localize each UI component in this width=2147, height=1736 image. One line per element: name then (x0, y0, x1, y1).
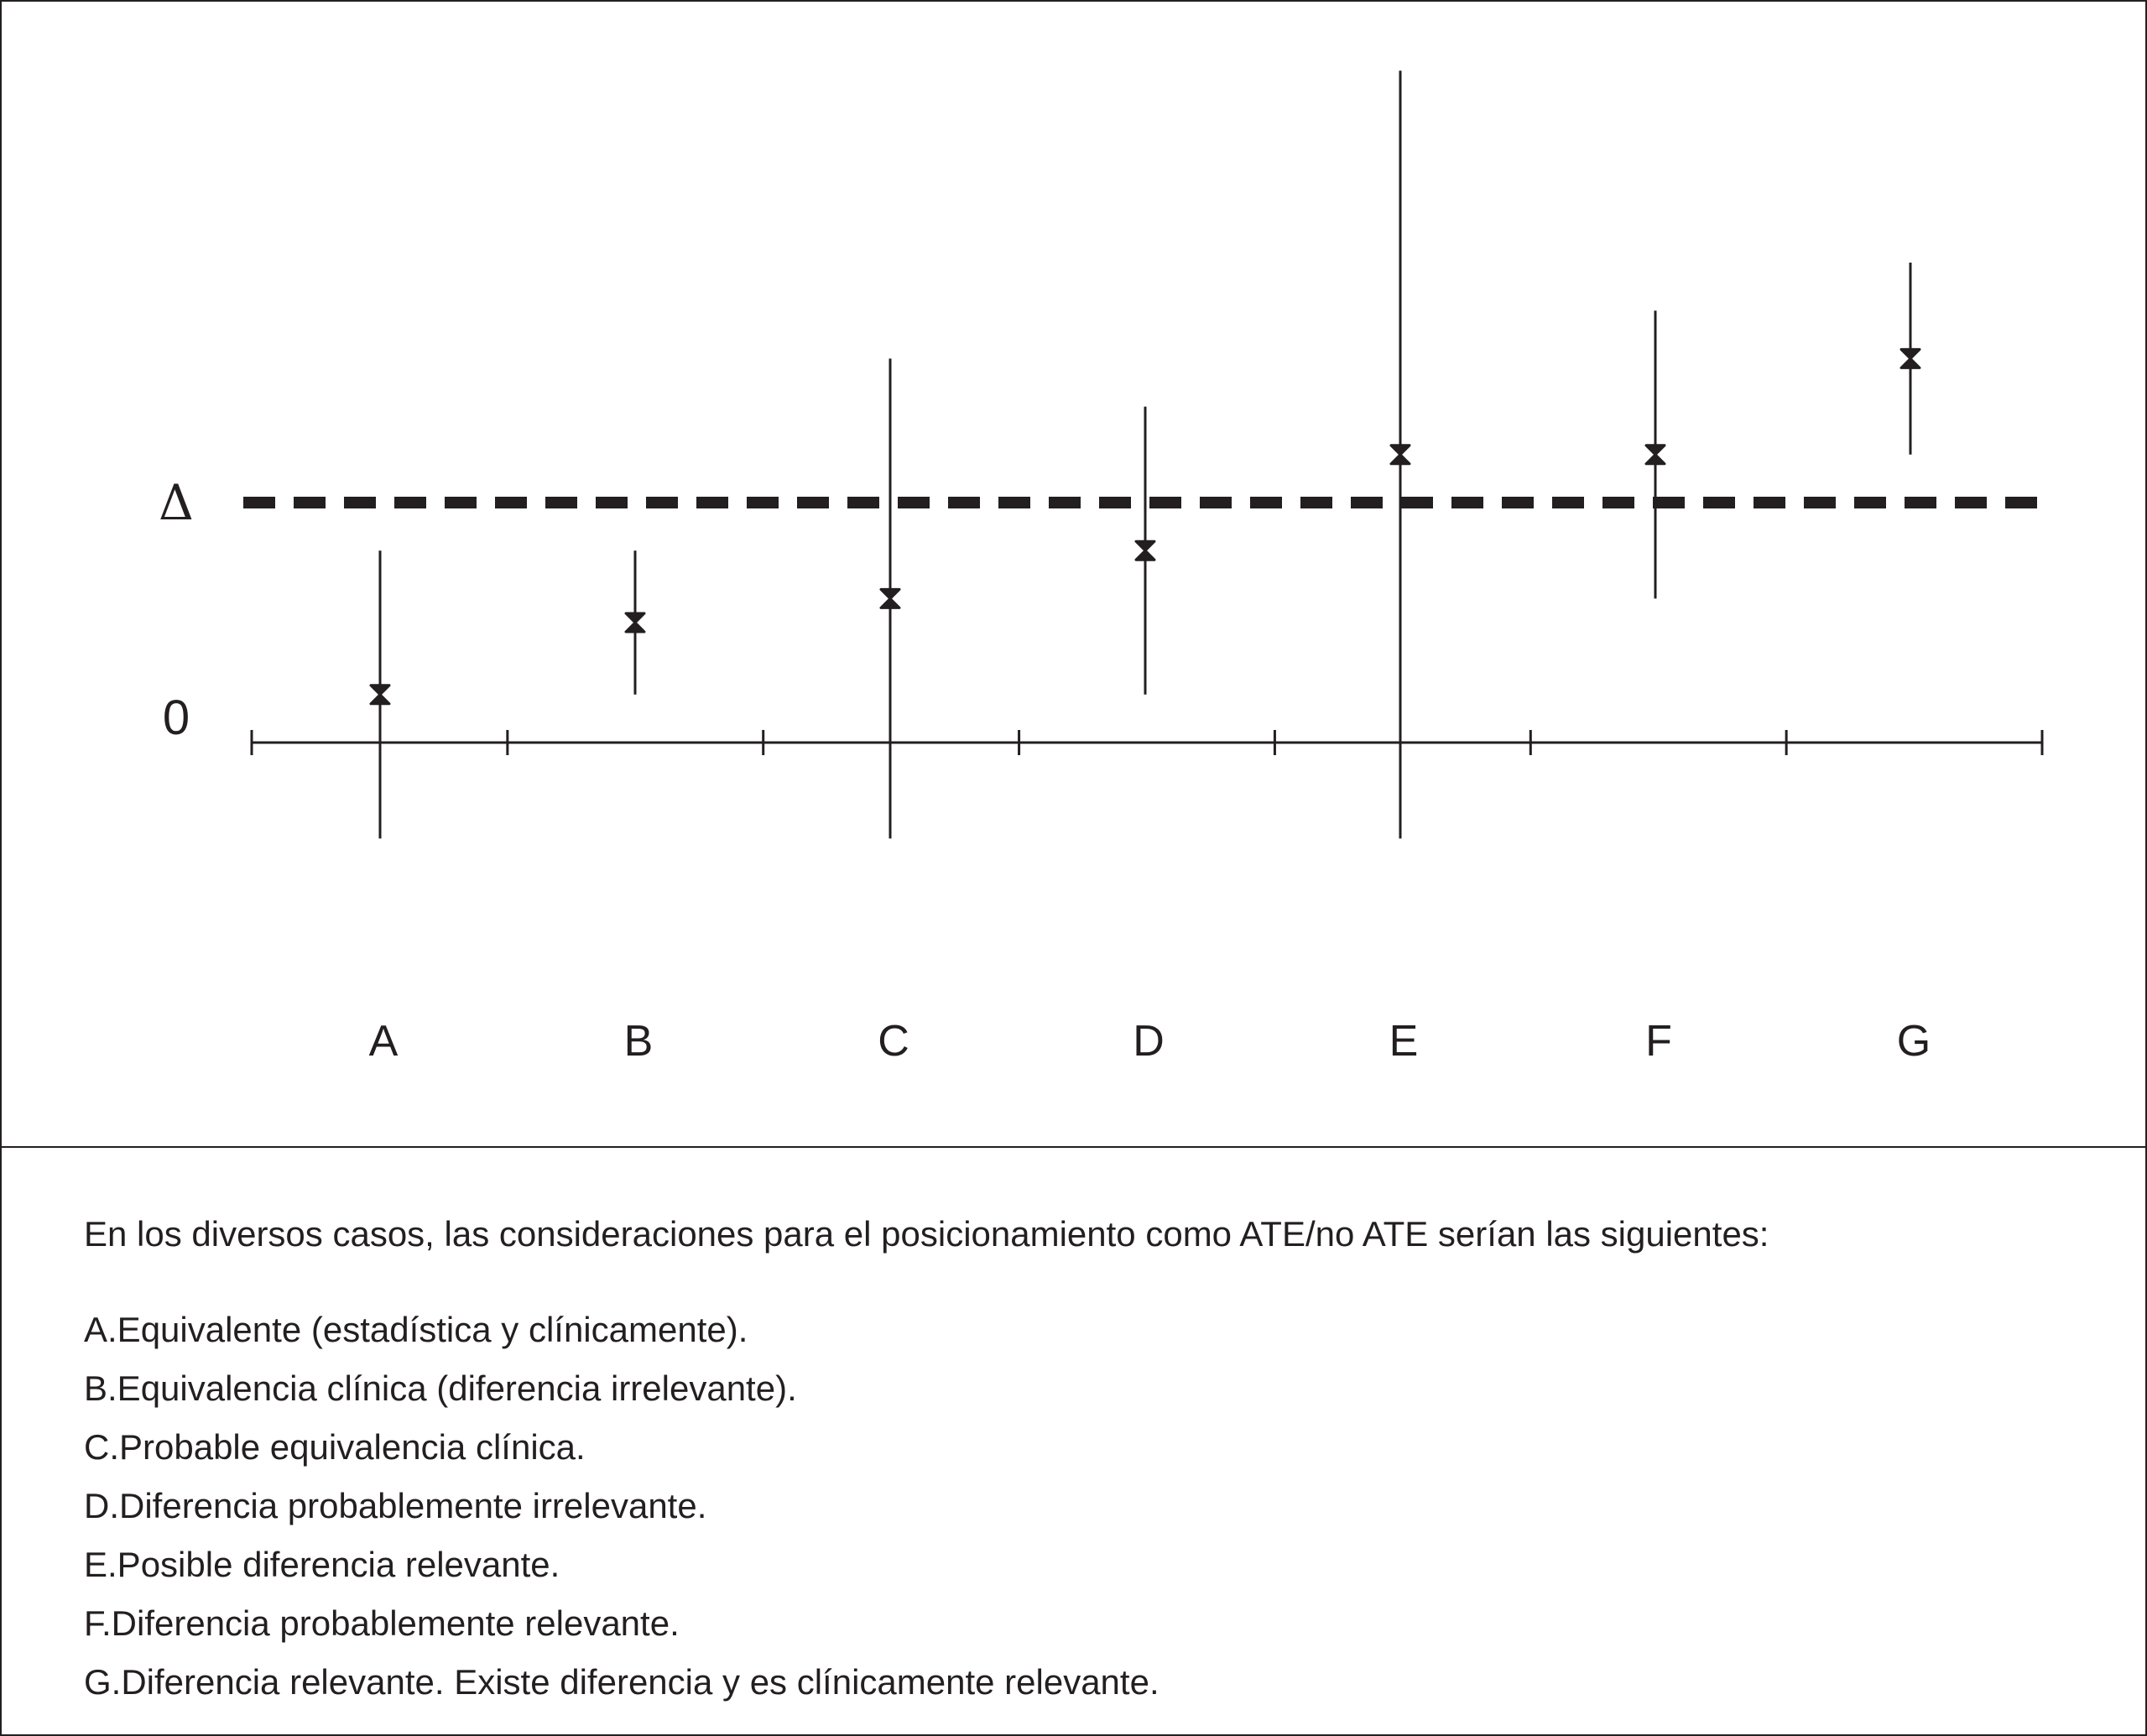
legend-item-a: A.Equivalente (estadística y clínicamente). (84, 1310, 748, 1349)
legend-item-g: G.Diferencia relevante. Existe diferencia y es clínicamente relevante. (84, 1662, 1159, 1702)
category-label-d: D (1133, 1017, 1165, 1066)
category-label-g: G (1896, 1017, 1931, 1066)
category-label-e: E (1389, 1017, 1419, 1066)
section-divider (0, 1146, 2147, 1148)
legend-item-d: D.Diferencia probablemente irrelevante. (84, 1486, 707, 1525)
legend-item-b: B.Equivalencia clínica (diferencia irrelevante). (84, 1368, 797, 1408)
legend-intro: En los diversos casos, las consideraciones para el posicionamiento como ATE/no ATE serían las siguientes: (84, 1214, 1769, 1254)
point-estimate-a (371, 686, 389, 704)
point-estimate-f (1646, 446, 1665, 464)
legend-panel (84, 1208, 2097, 1712)
point-estimate-c (881, 589, 899, 607)
legend-item-c: C.Probable equivalencia clínica. (84, 1427, 586, 1467)
point-estimate-d (1136, 541, 1154, 560)
category-label-a: A (368, 1017, 399, 1066)
category-label-c: C (878, 1017, 909, 1066)
point-estimate-g (1901, 349, 1920, 368)
category-label-f: F (1645, 1017, 1672, 1066)
zero-label: 0 (162, 691, 190, 745)
legend-list (84, 1301, 2097, 1712)
point-estimate-e (1391, 446, 1410, 464)
point-estimate-b (626, 613, 644, 632)
legend-item-f: F.Diferencia probablemente relevante. (84, 1603, 680, 1643)
category-label-b: B (623, 1017, 654, 1066)
delta-label: Δ (159, 474, 194, 531)
legend-item-e: E.Posible diferencia relevante. (84, 1545, 560, 1584)
